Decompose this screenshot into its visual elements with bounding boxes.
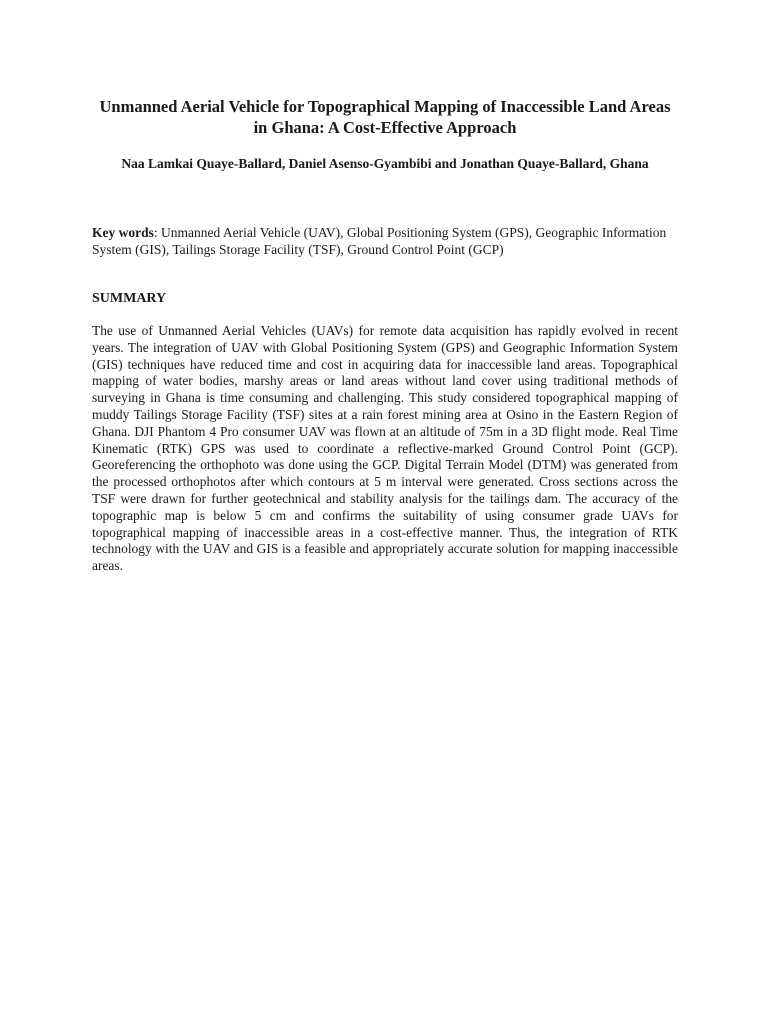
summary-heading: SUMMARY	[92, 291, 167, 306]
keywords-label: Key words	[92, 225, 154, 240]
keywords-text: : Unmanned Aerial Vehicle (UAV), Global Positioning System (GPS), Geographic Information System (GIS), Tailings Storage Facility (TSF), Ground Control Point (GCP)	[92, 225, 667, 257]
keywords-paragraph	[92, 224, 678, 258]
paper-authors: Naa Lamkai Quaye-Ballard, Daniel Asenso-Gyambibi and Jonathan Quaye-Ballard, Ghana	[121, 156, 649, 171]
paper-title: Unmanned Aerial Vehicle for Topographical Mapping of Inaccessible Land Areas in Ghana: A Cost-Effective Approach	[99, 97, 671, 137]
paper-page	[92, 96, 678, 575]
summary-text: The use of Unmanned Aerial Vehicles (UAVs) for remote data acquisition has rapidly evolved in recent years. The integration of UAV with Global Positioning System (GPS) and Geographic Information System (GIS) techniques have reduced time and cost in acquiring data for inaccessible land areas. Topographical mapping of water bodies, marshy areas or land areas without land cover using traditional methods of surveying in Ghana is time consuming and challenging. This study considered topographical mapping of muddy Tailings Storage Facility (TSF) sites at a rain forest mining area at Osino in the Eastern Region of Ghana. DJI Phantom 4 Pro consumer UAV was flown at an altitude of 75m in a 3D flight mode. Real Time Kinematic (RTK) GPS was used to coordinate a reflective-marked Ground Control Point (GCP). Georeferencing the orthophoto was done using the GCP. Digital Terrain Model (DTM) was generated from the processed orthophotos after which contours at 5 m interval were generated. Cross sections across the TSF were drawn for further geotechnical and stability analysis for the tailings dam. The accuracy of the topographic map is below 5 cm and confirms the suitability of using consumer grade UAVs for topographical mapping of inaccessible areas in a cost-effective manner. Thus, the integration of RTK technology with the UAV and GIS is a feasible and appropriately accurate solution for mapping inaccessible areas.	[92, 323, 678, 574]
